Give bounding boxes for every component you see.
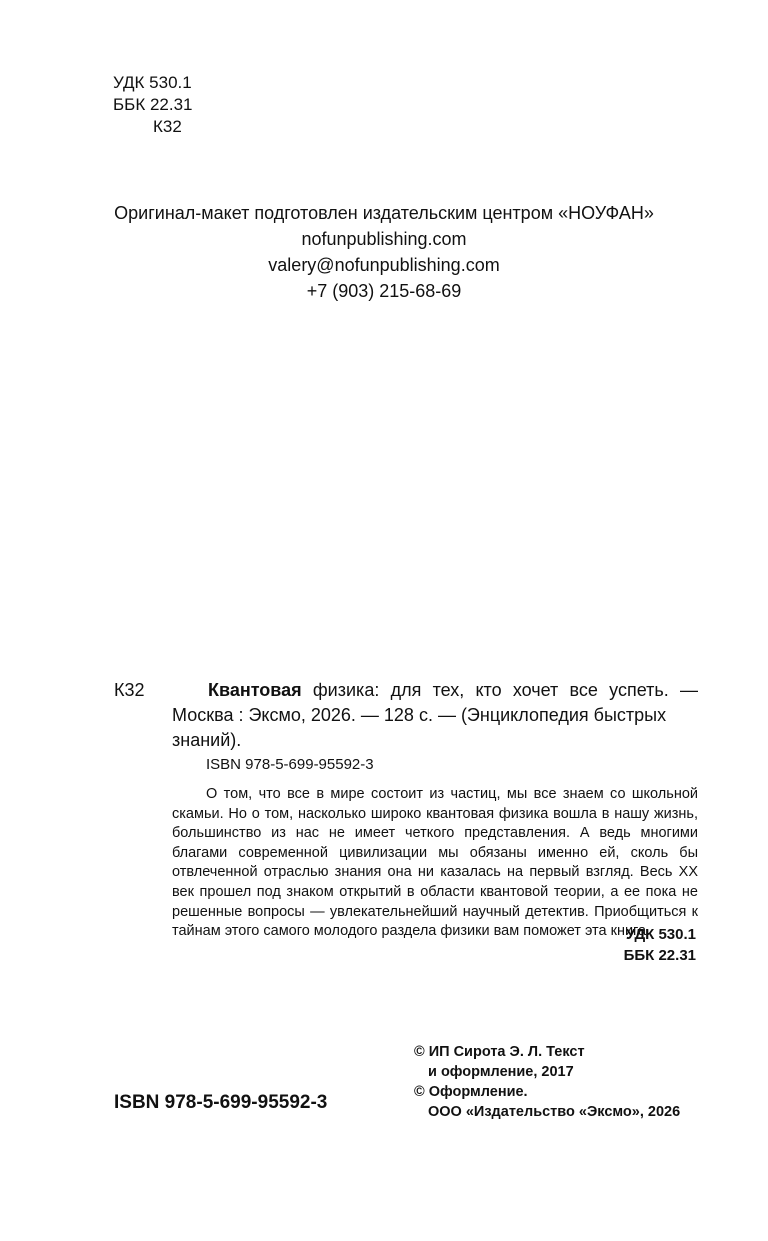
credits-email: valery@nofunpublishing.com xyxy=(268,255,500,275)
copyright-line-2: и оформление, 2017 xyxy=(428,1064,574,1080)
catalog-title-rest: физика: для тех, кто хочет все успеть. — xyxy=(301,680,698,700)
catalog-udk: УДК 530.1 xyxy=(625,926,696,943)
catalog-bbk: ББК 22.31 xyxy=(623,947,696,964)
annotation-text: О том, что все в мире состоит из частиц, мы все знаем со школьной скамьи. Но о том, насколько широко квантовая физика вошла в нашу жизнь, большинство из нас не имеет четкого представления. А ведь многими благами современной цивилизации мы обязаны именно ей, сколь бы отвлеченной отраслью знания она ни казалась на первый взгляд. Весь XX век прошел под знаком открытий в области квантовой теории, а ее пока не решенные вопросы — увлекательнейший научный детектив. Приобщиться к тайнам этого самого молодого раздела физики вам поможет эта книга. xyxy=(172,786,698,940)
catalog-publication-line: Москва : Эксмо, 2026. — 128 с. — (Энциклопедия быстрых xyxy=(172,705,667,725)
catalog-entry xyxy=(172,678,698,753)
catalog-cutter-code: К32 xyxy=(114,680,145,700)
annotation xyxy=(172,785,698,942)
catalog-classification-codes xyxy=(624,924,696,966)
copyright-block xyxy=(414,1042,680,1122)
publisher-credits xyxy=(0,200,768,304)
header-bbk: ББК 22.31 xyxy=(113,95,193,114)
catalog-series-line: знаний). xyxy=(172,730,242,750)
header-cutter-code: К32 xyxy=(153,117,182,136)
catalog-title-bold: Квантовая xyxy=(208,680,302,700)
copyright-line-3: © Оформление. xyxy=(414,1084,528,1100)
credits-phone: +7 (903) 215-68-69 xyxy=(306,281,462,301)
copyright-line-4: ООО «Издательство «Эксмо», 2026 xyxy=(428,1104,681,1120)
isbn-footer: ISBN 978-5-699-95592-3 xyxy=(114,1092,328,1113)
credits-website: nofunpublishing.com xyxy=(301,229,467,249)
catalog-isbn: ISBN 978-5-699-95592-3 xyxy=(206,756,374,773)
credits-line: Оригинал-макет подготовлен издательским центром «НОУФАН» xyxy=(114,203,654,223)
header-udk: УДК 530.1 xyxy=(113,73,192,92)
copyright-line-1: © ИП Сирота Э. Л. Текст xyxy=(414,1044,585,1060)
catalog-title-line xyxy=(172,678,698,703)
header-classification-codes xyxy=(113,72,192,138)
